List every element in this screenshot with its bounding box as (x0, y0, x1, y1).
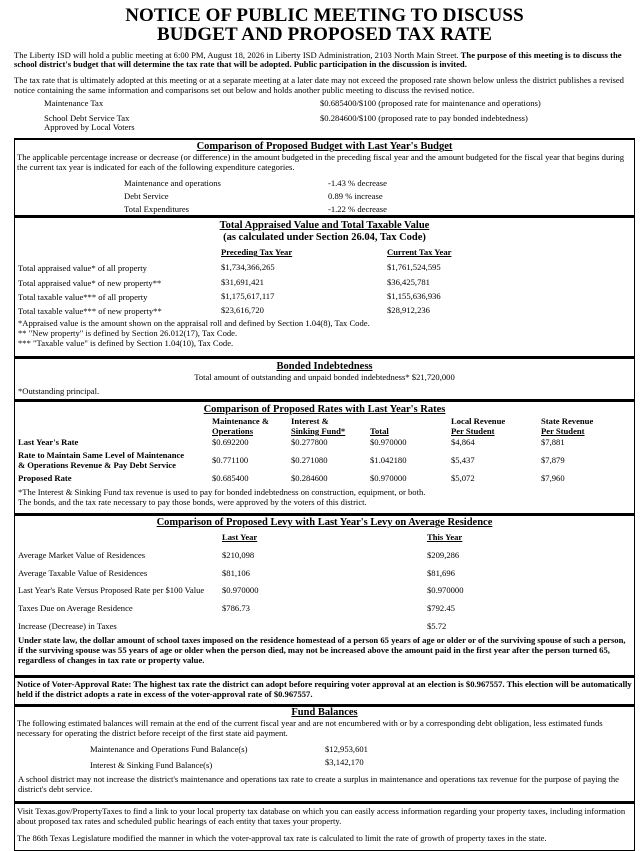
levy-row-last: $786.73 (222, 603, 250, 614)
fund-description: The following estimated balances will remain at the end of the current fiscal year and are not encumbered with or by a corresponding debt obligation, less estimated funds necessary for operating the district before receipt of the first state aid payment. (17, 718, 603, 738)
rates-row-label-line1: Rate to Maintain Same Level of Maintenance (18, 450, 185, 461)
budget-row-value: -1.43 % decrease (328, 178, 387, 189)
tax-rate-label: School Debt Service Tax (44, 113, 130, 124)
rates-row-is: $0.277800 (291, 437, 328, 448)
tax-rate-value: $0.284600/$100 (proposed rate to pay bonded indebtedness) (320, 113, 528, 124)
title-line-1: NOTICE OF PUBLIC MEETING TO DISCUSS (125, 5, 524, 26)
rates-row-label (18, 451, 184, 470)
voter-approval-text (17, 680, 632, 699)
appraised-note: *Appraised value is the amount shown on the appraisal roll and defined by Section 1.04(8), Tax Code. (18, 318, 370, 329)
appraised-row-label: Total appraised value* of all property (18, 263, 147, 274)
appraised-row-curr: $1,155,636,936 (387, 291, 441, 302)
levy-row-last: $81,106 (222, 568, 250, 579)
rates-col-mo-line1: Maintenance & (212, 416, 270, 427)
voter-approval-lead: Notice of Voter-Approval Rate: (17, 679, 132, 690)
rates-heading: Comparison of Proposed Rates with Last Year's Rates (203, 404, 446, 416)
rates-col-mo-line2: Operations (212, 425, 254, 436)
levy-note: Under state law, the dollar amount of school taxes imposed on the residence homestead of a person 65 years of age or older or of the surviving spouse of such a person, if the surviving spouse was 55 years of age or older when the person died, may not be increased above the amount paid in the first year after the person turned 65, regardless of changes in tax rate or property value. (18, 635, 626, 665)
intro-paragraph (14, 51, 635, 70)
rates-row-state: $7,881 (541, 437, 565, 448)
rates-row-local: $4,864 (451, 437, 475, 448)
appraised-value-section (14, 216, 635, 357)
tax-rate-label: Maintenance Tax (44, 98, 104, 109)
appraised-row-prev: $1,175,617,117 (221, 291, 275, 302)
appraised-row-label: Total appraised value* of new property** (18, 278, 162, 289)
appraised-row-label: Total taxable value*** of new property** (18, 306, 162, 317)
fund-heading: Fund Balances (291, 707, 358, 719)
rates-col-is (291, 417, 345, 436)
fund-row-label: Maintenance and Operations Fund Balance(s) (90, 744, 248, 755)
rates-row-total: $0.970000 (370, 473, 407, 484)
rates-row-state: $7,960 (541, 473, 565, 484)
voter-approval-section (14, 676, 635, 705)
rates-row-label-line2: & Operations Revenue & Pay Debt Service (18, 459, 176, 470)
fund-row-label: Interest & Sinking Fund Balance(s) (90, 760, 213, 771)
intro-text: The Liberty ISD will hold a public meeting at 6:00 PM, August 18, 2026 in Liberty ISD Administration, 2103 North Main Street. (14, 49, 459, 60)
budget-row-label: Debt Service (124, 191, 169, 202)
footer-text-1: Visit Texas.gov/PropertyTaxes to find a link to your local property tax database on which you can easily access information regarding your property taxes, including information about proposed tax rates and scheduled public hearings of each entity that taxes your property. (17, 806, 626, 826)
rates-col-state (541, 417, 593, 436)
levy-row-label: Taxes Due on Average Residence (18, 603, 133, 614)
tax-rates (44, 99, 635, 133)
levy-row-label: Last Year's Rate Versus Proposed Rate per $100 Value (18, 585, 205, 596)
budget-heading: Comparison of Proposed Budget with Last Year's Budget (196, 141, 453, 153)
appraised-row-label: Total taxable value*** of all property (18, 292, 148, 303)
footer-section (14, 802, 635, 851)
appraised-col-current: Current Tax Year (387, 247, 452, 258)
appraised-heading: Total Appraised Value and Total Taxable Value (219, 220, 430, 232)
appraised-row-prev: $23,616,720 (221, 305, 264, 316)
fund-note: A school district may not increase the district's maintenance and operations tax rate to create a surplus in maintenance and operations tax revenue for the purpose of paying the district's debt service. (18, 774, 619, 794)
rates-row-local: $5,072 (451, 473, 475, 484)
rates-col-is-line2: Sinking Fund* (291, 425, 346, 436)
rates-row-label: Proposed Rate (18, 473, 72, 484)
levy-row-this: $81,696 (427, 568, 455, 579)
rates-row-mo: $0.692200 (212, 437, 249, 448)
rates-row-state: $7,879 (541, 455, 565, 466)
bonded-heading: Bonded Indebtedness (276, 361, 373, 373)
appraised-col-preceding: Preceding Tax Year (221, 247, 293, 258)
bonded-note: *Outstanding principal. (18, 386, 100, 397)
rates-note: The bonds, and the tax rate necessary to pay those bonds, were approved by the voters of this district. (18, 497, 367, 508)
rates-row-label: Last Year's Rate (18, 437, 79, 448)
levy-row-this: $792.45 (427, 603, 455, 614)
rates-row-mo: $0.771100 (212, 455, 249, 466)
levy-row-last: $0.970000 (222, 585, 259, 596)
tax-rate-label-2: Approved by Local Voters (44, 122, 135, 133)
title-line-2: BUDGET AND PROPOSED TAX RATE (156, 24, 492, 46)
rates-col-is-line1: Interest & (291, 416, 329, 427)
intro-paragraph-2: The tax rate that is ultimately adopted at this meeting or at a separate meeting at a later date may not exceed the proposed rate shown below unless the district publishes a revised notice containing the same information and comparisons set out below and holds another public meeting to discuss the revised notice. (14, 75, 624, 95)
levy-col-last: Last Year (222, 532, 258, 543)
fund-row-value: $3,142,170 (325, 757, 364, 768)
rates-row-mo: $0.685400 (212, 473, 249, 484)
rates-note: *The Interest & Sinking Fund tax revenue is used to pay for bonded indebtedness on construction, equipment, or both. (18, 487, 426, 498)
rates-col-local-line2: Per Student (451, 425, 495, 436)
budget-row-value: 0.89 % increase (328, 191, 383, 202)
levy-heading: Comparison of Proposed Levy with Last Year's Levy on Average Residence (156, 517, 493, 529)
budget-comparison-section (14, 138, 635, 216)
appraised-row-prev: $1,734,366,265 (221, 262, 275, 273)
levy-row-this: $5.72 (427, 621, 447, 632)
budget-description: The applicable percentage increase or decrease (or difference) in the amount budgeted in the preceding fiscal year and the amount budgeted for the fiscal year that begins during the current tax year is indicated for each of the following expenditure categories. (17, 152, 625, 172)
levy-row-this: $0.970000 (427, 585, 464, 596)
rates-comparison-section (14, 400, 635, 514)
tax-rate-value: $0.685400/$100 (proposed rate for maintenance and operations) (320, 98, 541, 109)
fund-row-value: $12,953,601 (325, 744, 368, 755)
bonded-total: Total amount of outstanding and unpaid bonded indebtedness* $21,720,000 (194, 372, 455, 382)
levy-col-this: This Year (427, 532, 463, 543)
page-title (14, 6, 635, 45)
levy-row-label: Average Market Value of Residences (18, 550, 146, 561)
rates-row-is: $0.271080 (291, 455, 328, 466)
fund-balances-section (14, 705, 635, 802)
rates-row-total: $1.042180 (370, 455, 407, 466)
rates-col-local (451, 417, 505, 436)
rates-row-total: $0.970000 (370, 437, 407, 448)
appraised-row-curr: $1,761,524,595 (387, 262, 441, 273)
appraised-row-curr: $28,912,236 (387, 305, 430, 316)
levy-row-label: Increase (Decrease) in Taxes (18, 621, 117, 632)
levy-comparison-section (14, 514, 635, 676)
voter-approval-body: The highest tax rate the district can adopt before requiring voter approval at an election is $0.967557. This election will be automatically held if the district adopts a rate in excess of the voter-approval rate of $0.967557. (17, 679, 632, 699)
appraised-row-curr: $36,425,781 (387, 277, 430, 288)
appraised-note: *** "Taxable value" is defined by Section 1.04(10), Tax Code. (18, 338, 234, 349)
appraised-note: ** "New property" is defined by Section 26.012(17), Tax Code. (18, 328, 238, 339)
rates-row-is: $0.284600 (291, 473, 328, 484)
rates-col-state-line2: Per Student (541, 425, 585, 436)
rates-row-local: $5,437 (451, 455, 475, 466)
rates-col-local-line1: Local Revenue (451, 416, 506, 427)
levy-row-this: $209,286 (427, 550, 460, 561)
levy-row-last: $210,098 (222, 550, 255, 561)
appraised-row-prev: $31,691,421 (221, 277, 264, 288)
appraised-subheading: (as calculated under Section 26.04, Tax Code) (223, 232, 426, 243)
rates-col-state-line1: State Revenue (541, 416, 594, 427)
intro-bold-text: The purpose of this meeting is to discuss the school district's budget that will determine the tax rate that will be adopted. Public participation in the discussion is invited. (14, 49, 622, 70)
notice-page (14, 6, 635, 851)
footer-text-2: The 86th Texas Legislature modified the manner in which the voter-approval tax rate is calculated to limit the rate of growth of property taxes in the state. (17, 832, 547, 843)
budget-row-label: Total Expenditures (124, 204, 190, 215)
budget-row-label: Maintenance and operations (124, 178, 221, 189)
rates-col-total: Total (370, 426, 389, 437)
bonded-indebtedness-section (14, 357, 635, 400)
rates-col-mo (212, 417, 269, 436)
levy-row-label: Average Taxable Value of Residences (18, 568, 148, 579)
budget-row-value: -1.22 % decrease (328, 204, 387, 215)
